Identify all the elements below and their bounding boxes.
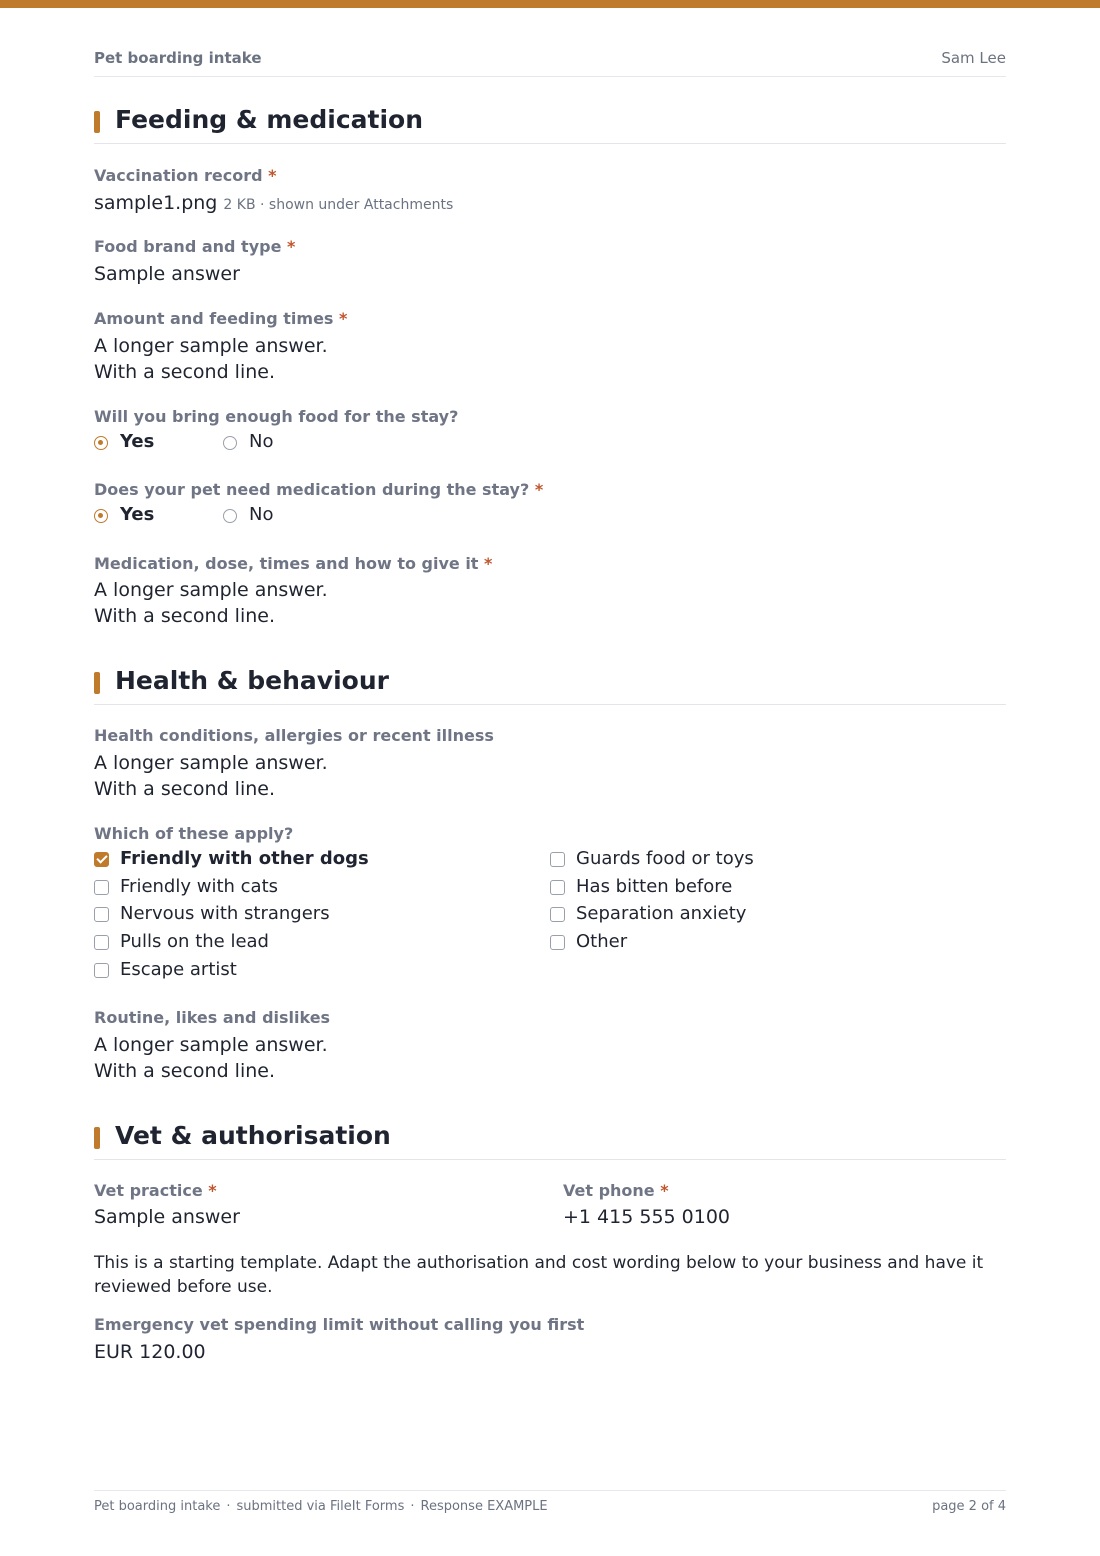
top-accent-bar [0,0,1100,8]
medication-label [94,554,492,573]
footer-separator: · [410,1499,415,1514]
checkbox-empty-icon [550,852,565,867]
option-label: Yes [120,431,155,452]
checkbox-checked-icon [94,852,109,867]
label-text: Vaccination record [94,166,263,185]
checkbox-empty-icon [94,907,109,922]
option-label: Other [576,931,628,952]
routine-answer-line-2: With a second line. [94,1060,275,1082]
attachment-filename[interactable]: sample1.png [94,192,218,214]
label-text: Food brand and type [94,237,282,256]
checkbox-empty-icon [94,935,109,950]
amount-label [94,309,347,328]
label-text: Vet practice [94,1181,203,1200]
template-note: This is a starting template. Adapt the authorisation and cost wording below to your business and have it reviewed before use. [94,1253,984,1297]
footer-submitted: submitted via FileIt Forms [236,1499,405,1514]
section-heading-vet [94,1123,1006,1160]
section-accent [94,111,100,133]
vet-phone-answer: +1 415 555 0100 [563,1206,731,1228]
vet-phone-label [563,1181,669,1200]
required-marker: * [534,480,544,499]
medication-answer-line-1: A longer sample answer. [94,579,328,601]
food-label [94,237,295,256]
checkbox-empty-icon [94,880,109,895]
vaccination-attachment [94,190,453,218]
section-title: Feeding & medication [115,105,423,134]
option-label: Friendly with other dogs [120,848,369,869]
vaccination-label [94,166,277,185]
option-label: Yes [120,504,155,525]
required-marker: * [268,166,277,185]
checkbox-empty-icon [94,963,109,978]
footer-separator: · [226,1499,231,1514]
page-footer [94,1490,1006,1521]
section-heading-health [94,668,1006,705]
label-text: Does your pet need medication during the stay? [94,480,530,499]
required-marker: * [660,1181,669,1200]
checkbox-empty-icon [550,935,565,950]
option-label: No [249,431,274,452]
footer-response: Response EXAMPLE [420,1499,548,1514]
section-heading-feeding [94,107,1006,144]
conditions-label: Health conditions, allergies or recent illness [94,726,494,745]
routine-label: Routine, likes and dislikes [94,1008,331,1027]
option-label: Pulls on the lead [120,931,269,952]
label-text: Vet phone [563,1181,655,1200]
vet-practice-label [94,1181,217,1200]
food-answer: Sample answer [94,263,240,285]
label-text: Amount and feeding times [94,309,334,328]
amount-answer-line-2: With a second line. [94,361,275,383]
section-title: Vet & authorisation [115,1121,391,1150]
medication-needed-label [94,480,543,499]
section-accent [94,1127,100,1149]
page-number: page 2 of 4 [932,1499,1006,1514]
medication-answer-line-2: With a second line. [94,605,275,627]
option-label: Has bitten before [576,876,733,897]
label-text: Medication, dose, times and how to give it [94,554,479,573]
required-marker: * [287,237,296,256]
required-marker: * [208,1181,217,1200]
section-accent [94,672,100,694]
section-title: Health & behaviour [115,666,389,695]
checkbox-empty-icon [550,880,565,895]
option-label: Nervous with strangers [120,903,330,924]
attachment-meta: 2 KB · shown under Attachments [223,197,454,213]
footer-info [94,1499,548,1514]
checkbox-empty-icon [550,907,565,922]
radio-selected-icon [94,509,108,523]
respondent-name: Sam Lee [941,49,1006,67]
form-title: Pet boarding intake [94,49,262,67]
conditions-answer-line-2: With a second line. [94,778,275,800]
footer-form-name: Pet boarding intake [94,1499,221,1514]
option-label: Guards food or toys [576,848,754,869]
radio-empty-icon [223,436,237,450]
apply-label: Which of these apply? [94,824,294,843]
amount-answer-line-1: A longer sample answer. [94,335,328,357]
conditions-answer-line-1: A longer sample answer. [94,752,328,774]
option-label: Friendly with cats [120,876,279,897]
option-label: No [249,504,274,525]
routine-answer-line-1: A longer sample answer. [94,1034,328,1056]
radio-empty-icon [223,509,237,523]
radio-selected-icon [94,436,108,450]
required-marker: * [484,554,493,573]
required-marker: * [339,309,348,328]
option-label: Separation anxiety [576,903,747,924]
option-label: Escape artist [120,959,237,980]
spending-limit-answer: EUR 120.00 [94,1341,206,1363]
page-header [94,48,1006,77]
vet-practice-answer: Sample answer [94,1206,240,1228]
spending-limit-label: Emergency vet spending limit without calling you first [94,1315,585,1334]
enough-food-label: Will you bring enough food for the stay? [94,407,459,426]
